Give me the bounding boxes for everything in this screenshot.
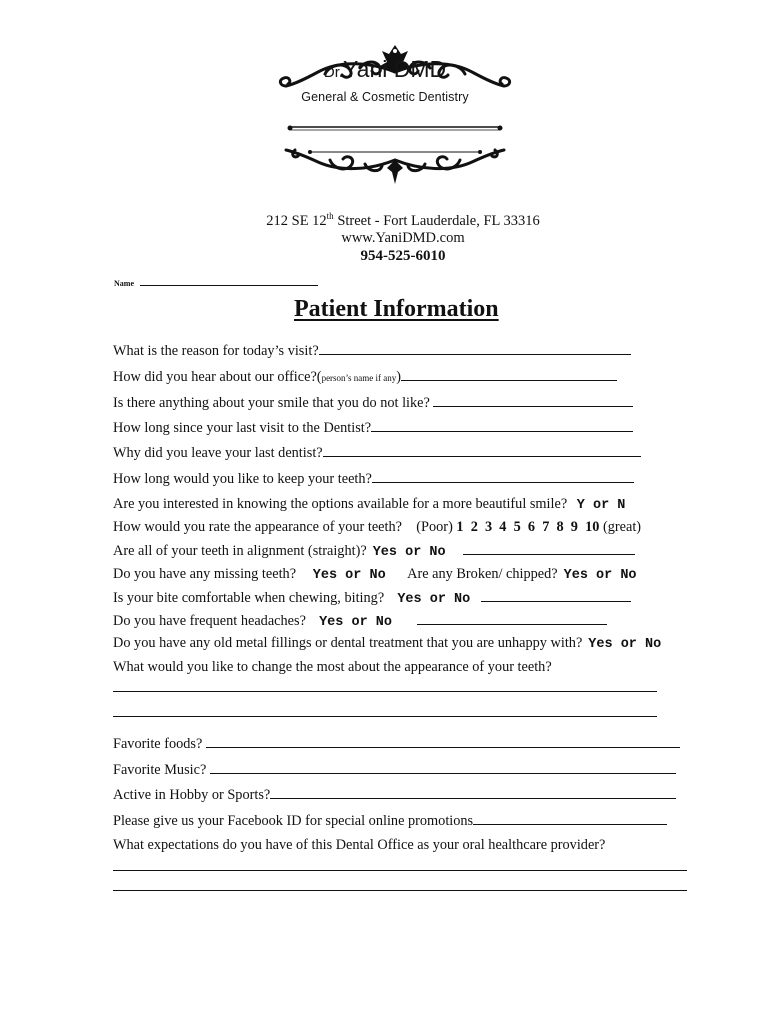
question-text: Active in Hobby or Sports? xyxy=(113,787,271,803)
question-text: Is there anything about your smile that you do not like? xyxy=(113,395,430,411)
answer-blank[interactable] xyxy=(323,444,641,457)
yes-no-option[interactable]: Y or N xyxy=(576,498,626,513)
question-text: Are you interested in knowing the options available for a more beautiful smile? xyxy=(113,496,568,512)
question-missing-teeth xyxy=(113,566,637,583)
question-text: How long since your last visit to the Dentist? xyxy=(113,420,372,436)
street-address-rest: Street - Fort Lauderdale, FL 33316 xyxy=(333,212,540,229)
practice-subtitle: General & Cosmetic Dentistry xyxy=(301,90,469,104)
answer-blank[interactable] xyxy=(473,812,667,825)
question-hobby-sports xyxy=(113,786,676,804)
question-text: How long would you like to keep your teeth? xyxy=(113,471,372,487)
question-favorite-music xyxy=(113,761,676,779)
answer-blank[interactable] xyxy=(481,589,631,602)
question-bite xyxy=(113,589,631,607)
question-note: person’s name if any xyxy=(321,373,397,383)
question-change-most xyxy=(113,659,552,676)
answer-line[interactable] xyxy=(113,889,687,891)
question-text: How would you rate the appearance of your teeth? xyxy=(113,519,402,535)
answer-blank[interactable] xyxy=(463,542,635,555)
answer-blank[interactable] xyxy=(206,735,680,748)
answer-line[interactable] xyxy=(113,869,687,871)
question-text: Favorite foods? xyxy=(113,736,203,752)
question-text: Do you have frequent headaches? xyxy=(113,613,306,629)
name-label: Name xyxy=(114,279,134,288)
street-address-number: 212 SE 12 xyxy=(266,212,327,229)
answer-blank[interactable] xyxy=(433,394,633,407)
yes-no-option[interactable]: Yes or No xyxy=(563,568,637,583)
question-text-close: ) xyxy=(396,369,402,385)
question-visit-reason xyxy=(113,342,631,360)
page-title: Patient Information xyxy=(294,296,499,322)
question-facebook-id xyxy=(113,812,667,830)
yes-no-option[interactable]: Yes or No xyxy=(588,637,662,652)
question-smile-dislike xyxy=(113,394,633,412)
answer-blank[interactable] xyxy=(417,612,607,625)
question-text: Favorite Music? xyxy=(113,762,207,778)
question-beautiful-smile xyxy=(113,496,625,513)
yes-no-option[interactable]: Yes or No xyxy=(319,615,392,630)
question-referral xyxy=(113,368,617,386)
question-alignment xyxy=(113,542,635,560)
question-rate-appearance xyxy=(113,519,641,536)
name-field[interactable] xyxy=(114,279,318,288)
question-headaches xyxy=(113,612,607,630)
practice-name-prefix: Dr. xyxy=(323,64,344,81)
answer-blank[interactable] xyxy=(401,368,617,381)
question-text: Are all of your teeth in alignment (straight)? xyxy=(113,543,367,559)
question-keep-teeth xyxy=(113,470,634,488)
question-text: Do you have any missing teeth? xyxy=(113,566,297,582)
rating-scale[interactable]: 1 2 3 4 5 6 7 8 9 10 xyxy=(456,519,600,535)
question-text: What would you like to change the most about the appearance of your teeth? xyxy=(113,659,552,675)
yes-no-option[interactable]: Yes or No xyxy=(372,545,446,560)
question-text: What expectations do you have of this Dental Office as your oral healthcare provider? xyxy=(113,837,606,853)
answer-blank[interactable] xyxy=(210,761,676,774)
practice-name xyxy=(0,56,770,83)
answer-blank[interactable] xyxy=(270,786,676,799)
answer-blank[interactable] xyxy=(371,419,633,432)
answer-blank[interactable] xyxy=(372,470,634,483)
street-address-suffix: th xyxy=(326,211,334,221)
phone-number: 954-525-6010 xyxy=(360,248,446,264)
question-leave-reason xyxy=(113,444,641,462)
question-text: What is the reason for today’s visit? xyxy=(113,343,319,359)
question-metal-fillings xyxy=(113,635,661,652)
question-text: Please give us your Facebook ID for special online promotions xyxy=(113,813,474,829)
question-last-visit xyxy=(113,419,633,437)
question-favorite-foods xyxy=(113,735,680,753)
question-expectations xyxy=(113,837,605,854)
question-text: Do you have any old metal fillings or dental treatment that you are unhappy with? xyxy=(113,635,583,651)
answer-blank[interactable] xyxy=(319,342,631,355)
question-text: Why did you leave your last dentist? xyxy=(113,445,323,461)
website: www.YaniDMD.com xyxy=(341,230,465,246)
yes-no-option[interactable]: Yes or No xyxy=(312,568,386,583)
answer-line[interactable] xyxy=(113,715,657,717)
scale-low-label: (Poor) xyxy=(416,519,453,535)
question-text-broken: Are any Broken/ chipped? xyxy=(407,566,558,582)
street-address xyxy=(18,211,770,230)
question-text: Is your bite comfortable when chewing, biting? xyxy=(113,590,385,606)
answer-line[interactable] xyxy=(113,690,657,692)
scale-high-label: (great) xyxy=(602,519,642,535)
yes-no-option[interactable]: Yes or No xyxy=(397,592,471,607)
question-text: How did you hear about our office?( xyxy=(113,369,322,385)
name-blank[interactable] xyxy=(140,279,318,286)
practice-name-main: Yani DMD xyxy=(343,56,447,82)
